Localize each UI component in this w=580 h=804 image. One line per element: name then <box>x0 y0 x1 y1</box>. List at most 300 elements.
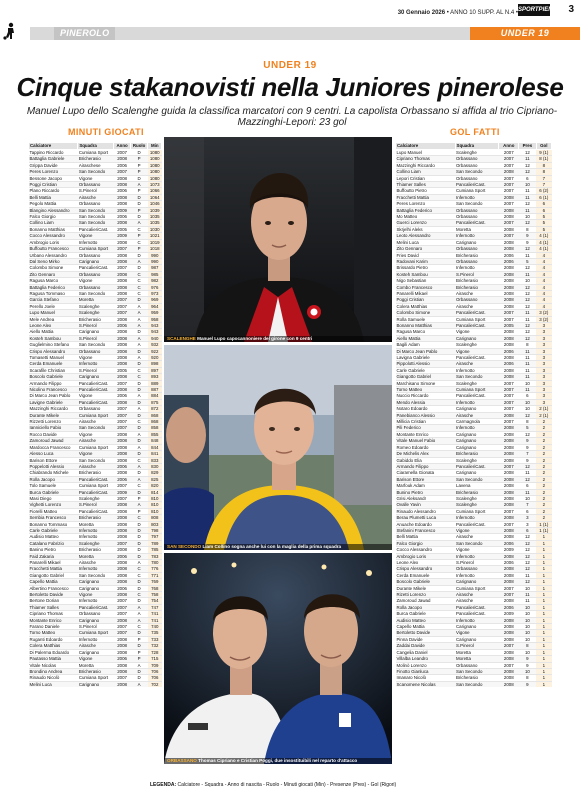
table-cell: 2006 <box>114 188 130 194</box>
table-cell: 10 <box>519 649 536 655</box>
table-row <box>396 265 552 271</box>
table-cell: 897 <box>148 367 162 373</box>
table-row <box>396 425 552 431</box>
table-cell: PancalieriCast. <box>455 611 499 617</box>
table-cell: 741 <box>148 617 162 623</box>
table-cell: 803 <box>148 521 162 527</box>
table-cell: 4 <box>536 303 551 309</box>
table-cell: Panarelli Mikael <box>396 290 456 296</box>
table-cell: C <box>130 290 148 296</box>
table-cell: A <box>130 316 148 322</box>
table-cell: Infernotto <box>78 566 114 572</box>
table-cell: Airasche <box>455 592 499 598</box>
table-cell: Armando Filippo <box>396 463 456 469</box>
table-cell: Moretta <box>455 226 499 232</box>
table-cell: 810 <box>148 502 162 508</box>
table-cell: 1019 <box>149 239 160 245</box>
table-cell: 2008 <box>499 495 519 501</box>
table-cell: S.Pinerol <box>455 643 499 649</box>
table-cell: 2008 <box>114 643 130 649</box>
table-row <box>396 380 552 386</box>
table-cell: 2008 <box>114 329 130 335</box>
table-cell: PancalieriCast. <box>455 521 499 527</box>
table-cell: 985 <box>148 271 162 277</box>
table-cell: 889 <box>148 380 162 386</box>
table-row <box>396 252 552 258</box>
table-cell: 754 <box>148 598 162 604</box>
table-cell: 2007 <box>114 303 130 309</box>
table-cell: Ovalle Yavin <box>396 502 456 508</box>
table-cell: Rocco Davide <box>29 431 78 437</box>
table-cell: P <box>130 495 148 501</box>
table-cell: 2008 <box>114 649 130 655</box>
table-cell: Mazzinghi Riccardo <box>396 162 456 168</box>
table-cell: Battaglia Federico <box>29 284 78 290</box>
table-cell: 2008 <box>114 271 130 277</box>
table-cell: 2008 <box>114 457 130 463</box>
table-cell: 735 <box>148 630 162 636</box>
table-cell: Mele Andrea <box>29 316 78 322</box>
table-cell: Cangelia Daniel <box>396 649 456 655</box>
table-cell: Grisi Aleksandr <box>396 495 456 501</box>
table-cell: Nicolino Francesco <box>29 387 78 393</box>
table-cell: 2007 <box>499 188 519 194</box>
column-header: Gol <box>536 143 551 150</box>
table-cell: Vigone <box>78 233 114 239</box>
table-cell: 10 <box>519 604 536 610</box>
table-row <box>29 681 162 687</box>
table-cell: 6 <box>519 527 536 533</box>
table-cell: San Secondo <box>78 220 114 226</box>
table-cell: 1064 <box>149 194 160 200</box>
table-cell: 973 <box>148 290 162 296</box>
table-row <box>396 470 552 476</box>
table-cell: Rolla Samuele <box>396 316 456 322</box>
table-cell: Moretta <box>455 656 499 662</box>
table-cell: 1080 <box>149 162 160 168</box>
table-cell: 2008 <box>114 316 130 322</box>
table-row <box>396 399 552 405</box>
table-cell: Bricherasio <box>78 547 114 553</box>
table-cell: 810 <box>148 508 162 514</box>
table-cell: 715 <box>148 656 162 662</box>
table-cell: D <box>130 425 148 431</box>
table-cell: D <box>130 329 148 335</box>
table-cell: 12 <box>519 553 536 559</box>
table-cell: Finotto Gianluca <box>396 668 456 674</box>
table-cell: Carignano <box>455 624 499 630</box>
table-cell: Notaro Edoardo <box>396 406 456 412</box>
table-cell: 1 <box>536 604 551 610</box>
table-row <box>396 322 552 328</box>
table-cell: 1 <box>536 572 551 578</box>
table-cell: 3 (2) <box>536 310 551 316</box>
table-cell: San Secondo <box>78 290 114 296</box>
table-cell: 2007 <box>499 643 519 649</box>
table-cell: Vitale Nicolas <box>29 662 78 668</box>
table-row <box>396 194 552 200</box>
table-cell: 7 <box>536 182 551 188</box>
table-cell: C <box>130 592 148 598</box>
table-cell: 2008 <box>114 444 130 450</box>
table-cell: 1 <box>536 656 551 662</box>
table-cell: Infernotto <box>455 617 499 623</box>
table-cell: 2008 <box>499 297 519 303</box>
table-cell: Falco Giorgio <box>396 540 456 546</box>
table-cell: PancalieriCast. <box>78 476 114 482</box>
table-cell: A <box>130 355 148 361</box>
table-cell: 2008 <box>114 579 130 585</box>
table-cell: 2008 <box>114 451 130 457</box>
table-cell: A <box>130 476 148 482</box>
table-cell: Di Marco Jean Pablo <box>29 393 78 399</box>
table-row <box>396 156 552 162</box>
table-cell: Lavigna Gabriele <box>396 355 456 361</box>
table-cell: 780 <box>148 560 162 566</box>
table-cell: PancalieriCast. <box>78 508 114 514</box>
table-cell: 9 <box>519 438 536 444</box>
table-cell: San Secondo <box>78 207 114 213</box>
table-cell: Cumiana Sport <box>78 675 114 681</box>
table-cell: Albertino Francesco <box>29 585 78 591</box>
table-cell: Perello Joele <box>29 303 78 309</box>
table-cell: Carignano <box>455 470 499 476</box>
photo-scalenghe <box>164 137 392 342</box>
table-cell: 2007 <box>114 169 130 175</box>
table-cell: 2008 <box>499 598 519 604</box>
table-cell: Zamoroud Jawad <box>29 438 78 444</box>
table-cell: Anuache Edoardo <box>396 521 456 527</box>
table-cell: 11 <box>519 572 536 578</box>
table-row <box>396 451 552 457</box>
table-cell: Airasche <box>78 463 114 469</box>
table-cell: Boscolo Gabriele <box>396 579 456 585</box>
issue-date: 30 Gennaio 2026 <box>397 10 446 16</box>
table-cell: 1035 <box>149 220 160 226</box>
table-cell: Imanaro Nicolò <box>396 675 456 681</box>
table-cell: 1 <box>536 662 551 668</box>
table-cell: Cumiana Sport <box>455 585 499 591</box>
table-cell: 1 <box>536 598 551 604</box>
table-cell: Rolla Jacopo <box>396 604 456 610</box>
table-cell: Barison Ettore <box>396 476 456 482</box>
table-cell: 2007 <box>114 412 130 418</box>
table-row <box>396 278 552 284</box>
table-cell: 10 <box>519 399 536 405</box>
table-cell: 10 <box>519 495 536 501</box>
table-cell: 5 <box>536 226 551 232</box>
table-cell: Bonanno Tommaso <box>29 521 78 527</box>
goals-table-header <box>396 143 552 150</box>
table-cell: 2008 <box>499 214 519 220</box>
table-cell: 2008 <box>114 284 130 290</box>
table-row <box>396 316 552 322</box>
section-right-label: UNDER 19 <box>470 27 580 40</box>
table-cell: Cipriano Thomas <box>396 156 456 162</box>
table-cell: Vigone <box>455 630 499 636</box>
table-cell: Bertoletto Davide <box>396 630 456 636</box>
table-cell: 2007 <box>499 182 519 188</box>
table-cell: 2008 <box>499 681 519 687</box>
table-cell: Zamoroud Jawad <box>396 598 456 604</box>
table-row <box>396 489 552 495</box>
table-cell: A <box>130 444 148 450</box>
table-cell: 771 <box>148 572 162 578</box>
table-cell: 2008 <box>499 451 519 457</box>
table-cell: 1 <box>536 534 551 540</box>
table-row <box>396 233 552 239</box>
table-cell: 2008 <box>114 252 130 258</box>
table-cell: 2 <box>536 502 551 508</box>
portrait-image <box>164 137 392 342</box>
table-cell: 11 <box>519 470 536 476</box>
table-row <box>396 444 552 450</box>
table-cell: 758 <box>148 592 162 598</box>
table-cell: 1080 <box>149 175 160 181</box>
table-row <box>396 681 552 687</box>
table-cell: 2007 <box>499 156 519 162</box>
column-header: Min <box>148 143 162 150</box>
table-cell: 6 <box>519 508 536 514</box>
table-cell: 1073 <box>149 182 160 188</box>
table-cell: 2 (1) <box>536 412 551 418</box>
table-cell: D <box>130 380 148 386</box>
table-cell: Orbassano <box>455 566 499 572</box>
table-row <box>396 662 552 668</box>
table-cell: A <box>130 322 148 328</box>
table-cell: Fracchetti Mattia <box>29 566 78 572</box>
table-cell: 8 <box>519 226 536 232</box>
table-cell: Belli Mattia <box>396 534 456 540</box>
table-cell: 1066 <box>149 188 160 194</box>
table-cell: Orbassano <box>78 406 114 412</box>
table-cell: 9 <box>519 681 536 687</box>
table-cell: Bricherasio <box>455 284 499 290</box>
table-cell: 2008 <box>499 367 519 373</box>
table-cell: Vigone <box>455 547 499 553</box>
table-cell: 808 <box>148 515 162 521</box>
table-row <box>396 284 552 290</box>
table-cell: 2007 <box>499 387 519 393</box>
table-cell: Poppelotti Alessio <box>29 463 78 469</box>
table-cell: 2007 <box>114 624 130 630</box>
table-cell: Leoto Alessandro <box>396 233 456 239</box>
table-cell: 4 (1) <box>536 239 551 245</box>
table-cell: 798 <box>148 527 162 533</box>
table-cell: 1 <box>536 681 551 687</box>
table-cell: 769 <box>148 579 162 585</box>
column-header: Anno <box>114 143 130 150</box>
table-cell: 2007 <box>114 598 130 604</box>
table-cell: 12 <box>519 150 536 156</box>
table-cell: 2008 <box>499 246 519 252</box>
table-cell: Infernotto <box>78 527 114 533</box>
table-row <box>396 515 552 521</box>
table-cell: 11 <box>519 367 536 373</box>
table-cell: Boscolo Gabriele <box>29 374 78 380</box>
table-cell: 2008 <box>114 175 130 181</box>
table-cell: 2007 <box>114 297 130 303</box>
table-cell: Marchisano Simone <box>396 380 456 386</box>
table-cell: 2008 <box>114 617 130 623</box>
table-cell: 2006 <box>499 258 519 264</box>
table-cell: Di Marco Jean Pablo <box>396 348 456 354</box>
table-cell: 922 <box>148 348 162 354</box>
table-cell: 2007 <box>114 604 130 610</box>
photo-orbassano <box>164 553 392 764</box>
table-cell: 2008 <box>499 489 519 495</box>
table-cell: C <box>130 624 148 630</box>
table-cell: Villalba Leandro <box>396 656 456 662</box>
table-cell: 733 <box>148 636 162 642</box>
table-cell: D <box>130 521 148 527</box>
table-cell: D <box>130 150 148 156</box>
table-cell: 12 <box>519 162 536 168</box>
table-cell: Airasche <box>455 534 499 540</box>
table-cell: 2 <box>536 425 551 431</box>
table-row <box>396 540 552 546</box>
table-cell: 11 <box>519 592 536 598</box>
table-cell: 2008 <box>114 438 130 444</box>
table-cell: P <box>130 508 148 514</box>
table-cell: Brondino Andrea <box>29 668 78 674</box>
table-cell: C <box>130 419 148 425</box>
table-cell: Vigone <box>78 278 114 284</box>
table-row <box>396 508 552 514</box>
table-cell: 8 <box>519 675 536 681</box>
table-cell: Fries David <box>396 252 456 258</box>
table-cell: 783 <box>148 553 162 559</box>
table-cell: 2007 <box>499 233 519 239</box>
table-cell: 1046 <box>149 201 160 207</box>
table-cell: D <box>130 643 148 649</box>
table-cell: 12 <box>519 290 536 296</box>
table-cell: Bricherasio <box>455 451 499 457</box>
table-cell: C <box>130 367 148 373</box>
table-cell: 2007 <box>499 310 519 316</box>
table-cell: Vigone <box>78 393 114 399</box>
table-cell: 5 <box>536 220 551 226</box>
table-cell: 2009 <box>114 233 130 239</box>
table-cell: Gabiddo Elia <box>396 457 456 463</box>
table-cell: 2007 <box>499 175 519 181</box>
table-cell: 943 <box>148 329 162 335</box>
table-cell: Orbassano <box>78 201 114 207</box>
table-cell: Chiabrando Michele <box>29 470 78 476</box>
table-cell: Kosteh Sambou <box>396 271 456 277</box>
table-cell: 2008 <box>499 412 519 418</box>
table-cell: 2007 <box>499 380 519 386</box>
table-cell: D <box>130 348 148 354</box>
table-cell: Panebianco Alessio <box>396 412 456 418</box>
table-cell: 2008 <box>114 636 130 642</box>
table-cell: 12 <box>519 560 536 566</box>
table-cell: 702 <box>148 681 162 687</box>
table-cell: Carignano <box>455 406 499 412</box>
table-cell: D <box>130 489 148 495</box>
table-cell: 12 <box>519 303 536 309</box>
table-cell: Bricherasio <box>455 675 499 681</box>
table-cell: A <box>130 681 148 687</box>
table-cell: 872 <box>148 406 162 412</box>
table-cell: San Secondo <box>455 668 499 674</box>
table-cell: Zito Gennaro <box>29 271 78 277</box>
table-cell: A <box>130 303 148 309</box>
table-cell: A <box>130 393 148 399</box>
table-row <box>396 643 552 649</box>
table-cell: 2008 <box>114 201 130 207</box>
table-cell: 3 <box>536 399 551 405</box>
table-cell: 2007 <box>114 406 130 412</box>
table-cell: Collino Liam <box>29 220 78 226</box>
table-cell: Infernotto <box>455 399 499 405</box>
table-cell: 2007 <box>499 162 519 168</box>
table-legend <box>150 782 396 788</box>
table-cell: 964 <box>148 303 162 309</box>
table-cell: Cipriano Thomas <box>29 611 78 617</box>
table-cell: 10 <box>519 611 536 617</box>
table-cell: Rizetti Lorenzo <box>396 592 456 598</box>
table-cell: Alesso Luca <box>29 451 78 457</box>
table-cell: S.Pinerol <box>455 271 499 277</box>
table-cell: Colera Matthias <box>396 303 456 309</box>
table-cell: 2008 <box>114 335 130 341</box>
table-cell: Mendo Alessia <box>396 399 456 405</box>
issue-meta <box>398 10 518 16</box>
table-cell: 2008 <box>114 355 130 361</box>
table-cell: C <box>130 239 148 245</box>
table-row <box>396 476 552 482</box>
table-cell: 12 <box>519 284 536 290</box>
table-cell: 830 <box>148 463 162 469</box>
table-cell: Ambrogio Loris <box>396 553 456 559</box>
table-cell: 11 <box>519 188 536 194</box>
table-cell: Pippolotti Alessio <box>396 361 456 367</box>
table-cell: 3 <box>536 329 551 335</box>
table-cell: Bertone Dorian <box>29 598 78 604</box>
table-cell: P <box>130 162 148 168</box>
table-cell: 706 <box>148 675 162 681</box>
table-cell: 844 <box>148 444 162 450</box>
table-cell: 2008 <box>114 668 130 674</box>
table-cell: 12 <box>519 412 536 418</box>
table-cell: Vigone <box>78 592 114 598</box>
table-cell: 2007 <box>499 399 519 405</box>
table-cell: D <box>130 527 148 533</box>
issue-supplement: • ANNO 10 SUPP. AL N.4 • <box>446 10 518 16</box>
table-cell: Blangino Alessandro <box>29 207 78 213</box>
table-cell: Carignano <box>78 258 114 264</box>
table-cell: 2007 <box>114 495 130 501</box>
table-row <box>396 585 552 591</box>
table-cell: D <box>130 438 148 444</box>
table-cell: 987 <box>148 265 162 271</box>
table-cell: Vigone <box>78 431 114 437</box>
table-cell: 2006 <box>114 656 130 662</box>
table-cell: 2008 <box>499 303 519 309</box>
table-cell: 898 <box>148 361 162 367</box>
table-cell: C <box>130 284 148 290</box>
table-cell: 8 <box>519 419 536 425</box>
table-cell: 3 <box>519 521 536 527</box>
table-row <box>396 169 552 175</box>
table-cell: 4 <box>536 258 551 264</box>
table-cell: Bricherasio <box>78 316 114 322</box>
table-row <box>396 310 552 316</box>
table-cell: Carmagnola <box>455 419 499 425</box>
table-cell: Scalenghe <box>455 150 499 156</box>
table-cell: 2008 <box>499 444 519 450</box>
